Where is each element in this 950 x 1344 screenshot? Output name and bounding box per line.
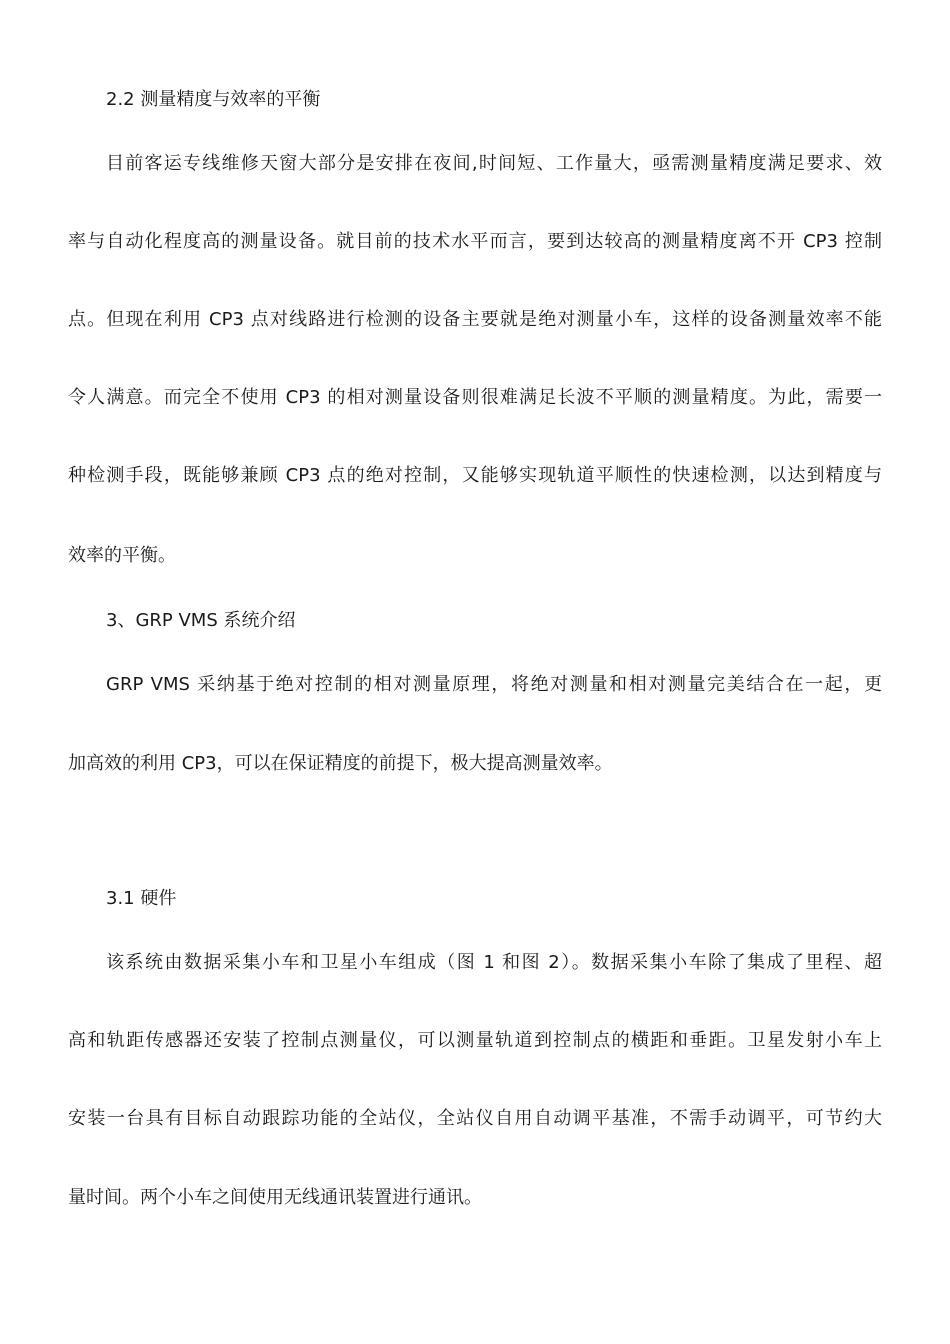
paragraph-line: 种检测手段，既能够兼顾 CP3 点的绝对控制，又能够实现轨道平顺性的快速检测，以达到精度与 — [68, 465, 882, 486]
paragraph-line: 效率的平衡。 — [68, 545, 176, 566]
paragraph-line: 安装一台具有目标自动跟踪功能的全站仪，全站仪自用自动调平基准，不需手动调平，可节约大 — [68, 1108, 882, 1129]
paragraph-line: 该系统由数据采集小车和卫星小车组成（图 1 和图 2）。数据采集小车除了集成了里程、超 — [106, 952, 882, 973]
section-heading-3-1: 3.1 硬件 — [106, 888, 177, 909]
paragraph-line: 加高效的利用 CP3，可以在保证精度的前提下，极大提高测量效率。 — [68, 753, 613, 774]
paragraph-line: 目前客运专线维修天窗大部分是安排在夜间,时间短、工作量大，亟需测量精度满足要求、效 — [106, 153, 882, 174]
paragraph-line: 高和轨距传感器还安装了控制点测量仪，可以测量轨道到控制点的横距和垂距。卫星发射小车上 — [68, 1030, 882, 1051]
paragraph-line: 点。但现在利用 CP3 点对线路进行检测的设备主要就是绝对测量小车，这样的设备测量效率不能 — [68, 309, 882, 330]
section-heading-2-2: 2.2 测量精度与效率的平衡 — [106, 89, 321, 110]
paragraph-line: 率与自动化程度高的测量设备。就目前的技术水平而言，要到达较高的测量精度离不开 CP3 控制 — [68, 231, 882, 252]
paragraph-line: GRP VMS 采纳基于绝对控制的相对测量原理，将绝对测量和相对测量完美结合在一起，更 — [106, 674, 882, 695]
section-heading-3: 3、GRP VMS 系统介绍 — [106, 610, 296, 631]
paragraph-line: 令人满意。而完全不使用 CP3 的相对测量设备则很难满足长波不平顺的测量精度。为此，需要一 — [68, 387, 882, 408]
paragraph-line: 量时间。两个小车之间使用无线通讯装置进行通讯。 — [68, 1187, 482, 1208]
